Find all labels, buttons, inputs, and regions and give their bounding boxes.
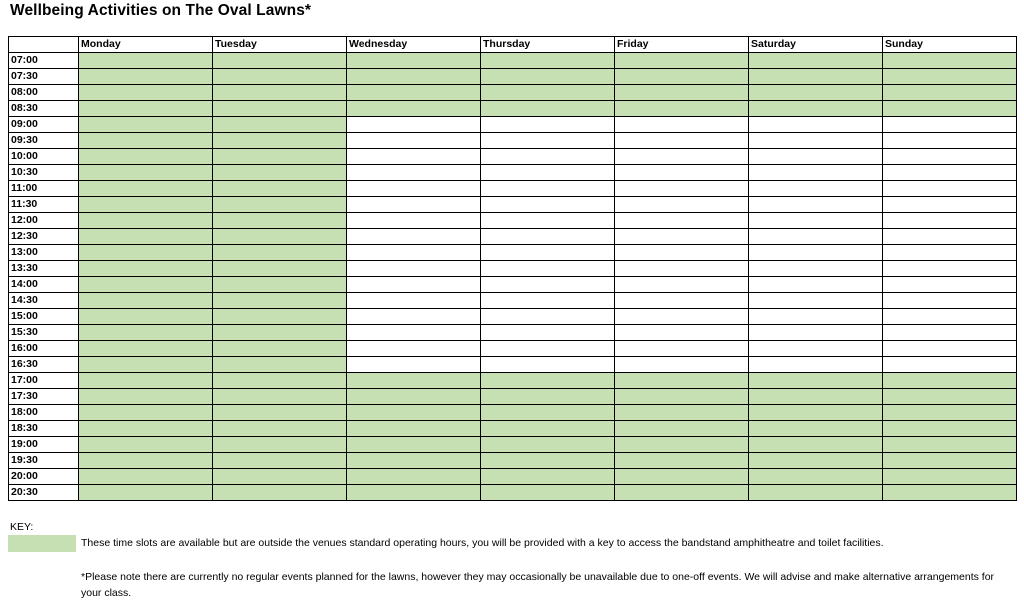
slot-cell-out-of-hours (347, 485, 481, 501)
slot-cell-out-of-hours (347, 53, 481, 69)
slot-cell-out-of-hours (213, 181, 347, 197)
day-header: Wednesday (347, 37, 481, 53)
slot-cell-out-of-hours (481, 85, 615, 101)
slot-cell-out-of-hours (213, 341, 347, 357)
slot-cell-out-of-hours (79, 293, 213, 309)
slot-cell (615, 149, 749, 165)
slot-cell-out-of-hours (615, 389, 749, 405)
time-slot-label: 12:30 (9, 229, 79, 245)
slot-cell-out-of-hours (749, 453, 883, 469)
slot-cell-out-of-hours (481, 469, 615, 485)
time-row (9, 405, 1017, 421)
slot-cell-out-of-hours (79, 69, 213, 85)
slot-cell (481, 165, 615, 181)
slot-cell-out-of-hours (213, 261, 347, 277)
slot-cell-out-of-hours (883, 373, 1017, 389)
slot-cell-out-of-hours (79, 453, 213, 469)
slot-cell (883, 229, 1017, 245)
slot-cell (481, 245, 615, 261)
slot-cell-out-of-hours (749, 469, 883, 485)
time-slot-label: 07:30 (9, 69, 79, 85)
time-row (9, 53, 1017, 69)
slot-cell (347, 277, 481, 293)
slot-cell-out-of-hours (213, 389, 347, 405)
slot-cell-out-of-hours (347, 437, 481, 453)
slot-cell-out-of-hours (883, 101, 1017, 117)
time-row (9, 245, 1017, 261)
slot-cell-out-of-hours (481, 437, 615, 453)
slot-cell-out-of-hours (615, 69, 749, 85)
slot-cell (883, 181, 1017, 197)
slot-cell-out-of-hours (213, 245, 347, 261)
time-row (9, 181, 1017, 197)
slot-cell (347, 261, 481, 277)
time-row (9, 69, 1017, 85)
corner-cell (9, 37, 79, 53)
slot-cell-out-of-hours (749, 437, 883, 453)
slot-cell (883, 197, 1017, 213)
slot-cell-out-of-hours (481, 373, 615, 389)
time-slot-label: 18:00 (9, 405, 79, 421)
slot-cell-out-of-hours (615, 485, 749, 501)
time-slot-label: 11:00 (9, 181, 79, 197)
slot-cell-out-of-hours (213, 53, 347, 69)
slot-cell-out-of-hours (213, 437, 347, 453)
slot-cell (749, 133, 883, 149)
day-header: Friday (615, 37, 749, 53)
time-row (9, 373, 1017, 389)
slot-cell-out-of-hours (79, 373, 213, 389)
slot-cell-out-of-hours (347, 405, 481, 421)
slot-cell-out-of-hours (213, 325, 347, 341)
slot-cell-out-of-hours (883, 485, 1017, 501)
slot-cell-out-of-hours (79, 325, 213, 341)
time-slot-label: 16:30 (9, 357, 79, 373)
slot-cell-out-of-hours (213, 133, 347, 149)
time-row (9, 117, 1017, 133)
slot-cell (615, 277, 749, 293)
time-slot-label: 12:00 (9, 213, 79, 229)
time-slot-label: 07:00 (9, 53, 79, 69)
time-row (9, 325, 1017, 341)
time-slot-label: 20:00 (9, 469, 79, 485)
slot-cell-out-of-hours (347, 101, 481, 117)
slot-cell (749, 293, 883, 309)
slot-cell-out-of-hours (347, 373, 481, 389)
slot-cell-out-of-hours (347, 469, 481, 485)
slot-cell (615, 117, 749, 133)
slot-cell-out-of-hours (615, 53, 749, 69)
slot-cell (615, 229, 749, 245)
slot-cell (481, 357, 615, 373)
slot-cell (615, 293, 749, 309)
time-slot-label: 10:30 (9, 165, 79, 181)
slot-cell (481, 229, 615, 245)
slot-cell-out-of-hours (213, 309, 347, 325)
time-slot-label: 20:30 (9, 485, 79, 501)
slot-cell (347, 149, 481, 165)
slot-cell (615, 261, 749, 277)
slot-cell-out-of-hours (615, 373, 749, 389)
slot-cell-out-of-hours (79, 341, 213, 357)
slot-cell-out-of-hours (481, 453, 615, 469)
time-row (9, 437, 1017, 453)
footnote: *Please note there are currently no regular events planned for the lawns, however they may occasionally be unavailable due to one-off events. We will advise and make alternative arrangements for your class. (81, 571, 995, 599)
time-slot-label: 08:30 (9, 101, 79, 117)
slot-cell-out-of-hours (79, 309, 213, 325)
day-header: Saturday (749, 37, 883, 53)
slot-cell (481, 341, 615, 357)
time-slot-label: 13:00 (9, 245, 79, 261)
slot-cell (615, 341, 749, 357)
time-row (9, 341, 1017, 357)
slot-cell-out-of-hours (749, 485, 883, 501)
slot-cell-out-of-hours (79, 245, 213, 261)
slot-cell-out-of-hours (213, 197, 347, 213)
slot-cell-out-of-hours (213, 453, 347, 469)
time-slot-label: 14:30 (9, 293, 79, 309)
slot-cell-out-of-hours (213, 373, 347, 389)
slot-cell (347, 293, 481, 309)
slot-cell (347, 117, 481, 133)
time-row (9, 421, 1017, 437)
time-slot-label: 08:00 (9, 85, 79, 101)
slot-cell-out-of-hours (213, 149, 347, 165)
slot-cell (347, 133, 481, 149)
slot-cell-out-of-hours (749, 69, 883, 85)
slot-cell-out-of-hours (347, 389, 481, 405)
slot-cell (749, 277, 883, 293)
slot-cell (883, 165, 1017, 181)
slot-cell (347, 341, 481, 357)
slot-cell-out-of-hours (615, 437, 749, 453)
slot-cell-out-of-hours (79, 421, 213, 437)
slot-cell (749, 229, 883, 245)
slot-cell (749, 181, 883, 197)
slot-cell (883, 261, 1017, 277)
slot-cell (481, 293, 615, 309)
slot-cell (749, 325, 883, 341)
slot-cell-out-of-hours (213, 117, 347, 133)
time-row (9, 213, 1017, 229)
slot-cell (883, 293, 1017, 309)
slot-cell (347, 309, 481, 325)
day-header: Tuesday (213, 37, 347, 53)
timetable (8, 36, 1017, 501)
slot-cell (347, 181, 481, 197)
slot-cell (883, 117, 1017, 133)
slot-cell (615, 133, 749, 149)
slot-cell-out-of-hours (883, 405, 1017, 421)
slot-cell-out-of-hours (883, 437, 1017, 453)
slot-cell (615, 245, 749, 261)
time-slot-label: 15:00 (9, 309, 79, 325)
slot-cell-out-of-hours (749, 101, 883, 117)
slot-cell-out-of-hours (481, 485, 615, 501)
time-row (9, 85, 1017, 101)
time-slot-label: 13:30 (9, 261, 79, 277)
time-row (9, 197, 1017, 213)
slot-cell (347, 325, 481, 341)
slot-cell-out-of-hours (213, 405, 347, 421)
slot-cell-out-of-hours (79, 485, 213, 501)
time-slot-label: 19:00 (9, 437, 79, 453)
slot-cell-out-of-hours (79, 133, 213, 149)
slot-cell (749, 245, 883, 261)
slot-cell (481, 117, 615, 133)
slot-cell-out-of-hours (213, 69, 347, 85)
time-slot-label: 10:00 (9, 149, 79, 165)
slot-cell (749, 165, 883, 181)
time-slot-label: 18:30 (9, 421, 79, 437)
slot-cell-out-of-hours (883, 469, 1017, 485)
time-slot-label: 09:00 (9, 117, 79, 133)
slot-cell (749, 357, 883, 373)
slot-cell-out-of-hours (481, 69, 615, 85)
slot-cell-out-of-hours (883, 85, 1017, 101)
slot-cell-out-of-hours (79, 117, 213, 133)
slot-cell (615, 213, 749, 229)
slot-cell (481, 325, 615, 341)
slot-cell-out-of-hours (79, 85, 213, 101)
time-row (9, 453, 1017, 469)
time-row (9, 229, 1017, 245)
day-header: Thursday (481, 37, 615, 53)
key-label: KEY: (10, 521, 34, 533)
time-slot-label: 19:30 (9, 453, 79, 469)
slot-cell-out-of-hours (347, 421, 481, 437)
time-slot-label: 11:30 (9, 197, 79, 213)
time-slot-label: 15:30 (9, 325, 79, 341)
slot-cell (883, 213, 1017, 229)
slot-cell (749, 149, 883, 165)
page-title: Wellbeing Activities on The Oval Lawns* (10, 2, 312, 19)
slot-cell-out-of-hours (79, 213, 213, 229)
slot-cell-out-of-hours (883, 389, 1017, 405)
time-slot-label: 16:00 (9, 341, 79, 357)
key-description: These time slots are available but are outside the venues standard operating hours, you will be provided with a key to access the bandstand amphitheatre and toilet facilities. (81, 537, 884, 549)
time-slot-label: 17:30 (9, 389, 79, 405)
time-slot-label: 14:00 (9, 277, 79, 293)
slot-cell (883, 277, 1017, 293)
slot-cell (481, 277, 615, 293)
slot-cell-out-of-hours (615, 405, 749, 421)
time-row (9, 309, 1017, 325)
time-row (9, 261, 1017, 277)
slot-cell (347, 245, 481, 261)
slot-cell-out-of-hours (749, 85, 883, 101)
slot-cell (749, 309, 883, 325)
slot-cell (481, 181, 615, 197)
slot-cell (883, 357, 1017, 373)
slot-cell-out-of-hours (481, 405, 615, 421)
slot-cell-out-of-hours (79, 53, 213, 69)
slot-cell (347, 357, 481, 373)
slot-cell-out-of-hours (213, 229, 347, 245)
slot-cell-out-of-hours (79, 165, 213, 181)
time-row (9, 485, 1017, 501)
slot-cell-out-of-hours (79, 277, 213, 293)
slot-cell-out-of-hours (481, 53, 615, 69)
slot-cell-out-of-hours (213, 85, 347, 101)
slot-cell (481, 309, 615, 325)
slot-cell (883, 133, 1017, 149)
slot-cell-out-of-hours (79, 261, 213, 277)
time-row (9, 149, 1017, 165)
slot-cell (347, 165, 481, 181)
slot-cell-out-of-hours (79, 181, 213, 197)
slot-cell (615, 309, 749, 325)
slot-cell-out-of-hours (749, 53, 883, 69)
slot-cell-out-of-hours (347, 85, 481, 101)
slot-cell-out-of-hours (79, 149, 213, 165)
slot-cell-out-of-hours (79, 405, 213, 421)
slot-cell (481, 197, 615, 213)
slot-cell-out-of-hours (615, 453, 749, 469)
slot-cell-out-of-hours (615, 101, 749, 117)
time-row (9, 101, 1017, 117)
slot-cell-out-of-hours (883, 69, 1017, 85)
slot-cell-out-of-hours (213, 421, 347, 437)
slot-cell (347, 197, 481, 213)
slot-cell-out-of-hours (883, 421, 1017, 437)
slot-cell-out-of-hours (615, 469, 749, 485)
slot-cell (615, 357, 749, 373)
slot-cell-out-of-hours (79, 229, 213, 245)
time-slot-label: 09:30 (9, 133, 79, 149)
slot-cell (481, 213, 615, 229)
slot-cell-out-of-hours (481, 421, 615, 437)
slot-cell (749, 117, 883, 133)
slot-cell (883, 309, 1017, 325)
slot-cell-out-of-hours (749, 405, 883, 421)
slot-cell (883, 325, 1017, 341)
slot-cell-out-of-hours (749, 373, 883, 389)
slot-cell (615, 325, 749, 341)
slot-cell-out-of-hours (213, 277, 347, 293)
slot-cell (883, 245, 1017, 261)
time-slot-label: 17:00 (9, 373, 79, 389)
slot-cell-out-of-hours (79, 389, 213, 405)
slot-cell (481, 133, 615, 149)
slot-cell-out-of-hours (347, 453, 481, 469)
key-swatch (8, 535, 76, 552)
day-header: Sunday (883, 37, 1017, 53)
slot-cell (481, 149, 615, 165)
time-row (9, 277, 1017, 293)
header-row (9, 37, 1017, 53)
time-row (9, 165, 1017, 181)
time-row (9, 133, 1017, 149)
slot-cell-out-of-hours (347, 69, 481, 85)
slot-cell-out-of-hours (213, 357, 347, 373)
slot-cell (347, 229, 481, 245)
slot-cell-out-of-hours (79, 357, 213, 373)
slot-cell (615, 165, 749, 181)
slot-cell-out-of-hours (883, 453, 1017, 469)
slot-cell-out-of-hours (615, 421, 749, 437)
slot-cell (615, 197, 749, 213)
slot-cell-out-of-hours (213, 165, 347, 181)
slot-cell (347, 213, 481, 229)
slot-cell-out-of-hours (615, 85, 749, 101)
slot-cell-out-of-hours (79, 437, 213, 453)
slot-cell (615, 181, 749, 197)
slot-cell-out-of-hours (79, 469, 213, 485)
slot-cell-out-of-hours (213, 485, 347, 501)
slot-cell-out-of-hours (749, 421, 883, 437)
slot-cell (883, 341, 1017, 357)
day-header: Monday (79, 37, 213, 53)
slot-cell (481, 261, 615, 277)
slot-cell (749, 261, 883, 277)
time-row (9, 357, 1017, 373)
slot-cell-out-of-hours (749, 389, 883, 405)
timetable-body (9, 53, 1017, 501)
slot-cell-out-of-hours (79, 197, 213, 213)
slot-cell (749, 213, 883, 229)
slot-cell-out-of-hours (213, 101, 347, 117)
slot-cell-out-of-hours (213, 469, 347, 485)
slot-cell-out-of-hours (481, 101, 615, 117)
slot-cell (883, 149, 1017, 165)
slot-cell-out-of-hours (481, 389, 615, 405)
time-row (9, 469, 1017, 485)
slot-cell-out-of-hours (883, 53, 1017, 69)
slot-cell-out-of-hours (213, 213, 347, 229)
slot-cell (749, 197, 883, 213)
time-row (9, 293, 1017, 309)
slot-cell-out-of-hours (79, 101, 213, 117)
slot-cell-out-of-hours (213, 293, 347, 309)
slot-cell (749, 341, 883, 357)
time-row (9, 389, 1017, 405)
